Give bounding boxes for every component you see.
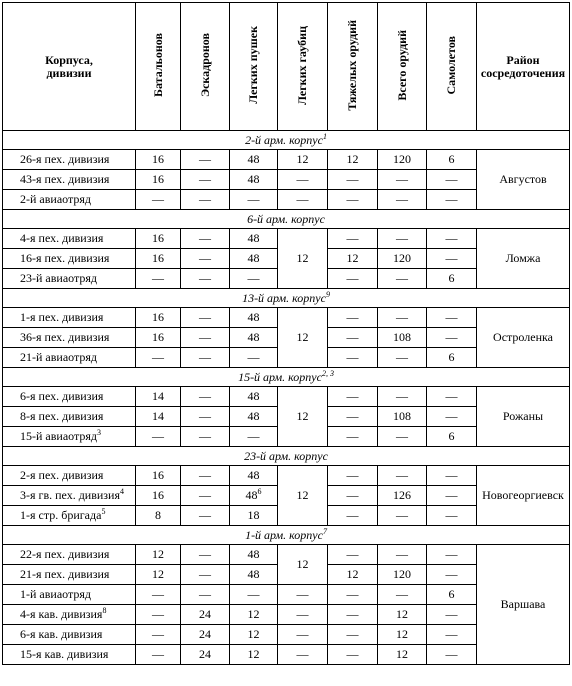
cell-heavy-guns: —	[328, 269, 378, 289]
cell-total-guns: 120	[378, 150, 427, 170]
table-row	[3, 387, 570, 407]
cell-light-guns: 48	[230, 407, 278, 427]
cell-light-guns: 12	[230, 605, 278, 625]
cell-aircraft: —	[427, 565, 477, 585]
cell-squadrons: —	[181, 249, 230, 269]
table-row	[3, 308, 570, 328]
cell-heavy-guns: —	[328, 190, 378, 210]
cell-total-guns: 12	[378, 645, 427, 665]
cell-battalions: 16	[136, 170, 181, 190]
footnote-ref: 5	[101, 507, 106, 516]
cell-total-guns: 108	[378, 407, 427, 427]
cell-aircraft: —	[427, 605, 477, 625]
cell-light-howitzers: 12	[278, 466, 328, 526]
cell-aircraft: —	[427, 625, 477, 645]
cell-aircraft: —	[427, 506, 477, 526]
cell-squadrons: —	[181, 190, 230, 210]
corps-row	[3, 289, 570, 308]
cell-aircraft: 6	[427, 150, 477, 170]
corps-title: 1-й арм. корпус$^7$	[3, 526, 570, 545]
cell-battalions: 8	[136, 506, 181, 526]
cell-squadrons: 24	[181, 645, 230, 665]
cell-heavy-guns: —	[328, 506, 378, 526]
footnote-ref: 6	[257, 487, 262, 496]
cell-light-howitzers: 12	[278, 308, 328, 368]
cell-squadrons: —	[181, 387, 230, 407]
cell-battalions: —	[136, 427, 181, 447]
cell-aircraft: —	[427, 387, 477, 407]
cell-squadrons: —	[181, 585, 230, 605]
footnote-ref: 9	[325, 289, 330, 299]
cell-battalions: 14	[136, 387, 181, 407]
cell-battalions: —	[136, 585, 181, 605]
unit-name: 6-я кав. дивизия	[3, 625, 136, 645]
corps-row	[3, 447, 570, 466]
cell-battalions: 12	[136, 545, 181, 565]
cell-total-guns: —	[378, 269, 427, 289]
cell-light-guns: 48	[230, 150, 278, 170]
cell-heavy-guns: —	[328, 585, 378, 605]
unit-name: 8-я пех. дивизия	[3, 407, 136, 427]
cell-light-guns: 18	[230, 506, 278, 526]
header-heavy-guns: Тяжелых орудий	[328, 3, 378, 131]
concentration-area: Ломжа	[477, 229, 570, 289]
cell-light-howitzers: —	[278, 190, 328, 210]
header-light-guns: Легких пушек	[230, 3, 278, 131]
cell-aircraft: —	[427, 466, 477, 486]
header-squadrons: Эскадронов	[181, 3, 230, 131]
cell-light-howitzers: —	[278, 625, 328, 645]
unit-name: 6-я пех. дивизия	[3, 387, 136, 407]
cell-light-guns: 48	[230, 229, 278, 249]
corps-row	[3, 210, 570, 229]
cell-squadrons: —	[181, 407, 230, 427]
cell-aircraft: —	[427, 249, 477, 269]
unit-name: 3-я гв. пех. дивизия$^4$	[3, 486, 136, 506]
cell-squadrons: —	[181, 506, 230, 526]
cell-battalions: 14	[136, 407, 181, 427]
cell-heavy-guns: 12	[328, 565, 378, 585]
unit-name: 43-я пех. дивизия	[3, 170, 136, 190]
cell-heavy-guns: —	[328, 486, 378, 506]
header-total-guns: Всего орудий	[378, 3, 427, 131]
cell-light-guns: 48	[230, 565, 278, 585]
cell-squadrons: —	[181, 545, 230, 565]
cell-total-guns: 12	[378, 605, 427, 625]
unit-name: 23-й авиаотряд	[3, 269, 136, 289]
cell-heavy-guns: —	[328, 348, 378, 368]
cell-aircraft: —	[427, 545, 477, 565]
cell-heavy-guns: —	[328, 229, 378, 249]
cell-light-guns: —	[230, 348, 278, 368]
cell-light-howitzers: 12	[278, 150, 328, 170]
unit-name: 1-й авиаотряд	[3, 585, 136, 605]
concentration-area: Августов	[477, 150, 570, 210]
cell-light-guns: 12	[230, 645, 278, 665]
cell-total-guns: —	[378, 545, 427, 565]
cell-heavy-guns: —	[328, 170, 378, 190]
concentration-area: Рожаны	[477, 387, 570, 447]
cell-heavy-guns: —	[328, 625, 378, 645]
cell-battalions: 16	[136, 486, 181, 506]
footnote-ref: 4	[120, 487, 124, 496]
cell-heavy-guns: —	[328, 605, 378, 625]
cell-battalions: 16	[136, 229, 181, 249]
cell-heavy-guns: —	[328, 328, 378, 348]
cell-heavy-guns: —	[328, 308, 378, 328]
table-row	[3, 229, 570, 249]
cell-battalions: —	[136, 348, 181, 368]
cell-heavy-guns: —	[328, 427, 378, 447]
cell-squadrons: —	[181, 170, 230, 190]
cell-total-guns: —	[378, 506, 427, 526]
cell-squadrons: —	[181, 308, 230, 328]
table-row	[3, 466, 570, 486]
cell-total-guns: —	[378, 585, 427, 605]
unit-name: 26-я пех. дивизия	[3, 150, 136, 170]
corps-row	[3, 526, 570, 545]
unit-name: 2-й авиаотряд	[3, 190, 136, 210]
cell-light-guns: 48	[230, 545, 278, 565]
table-body	[3, 131, 570, 665]
corps-title: 23-й арм. корпус	[3, 447, 570, 466]
cell-total-guns: —	[378, 190, 427, 210]
cell-total-guns: —	[378, 387, 427, 407]
cell-heavy-guns: —	[328, 466, 378, 486]
cell-squadrons: 24	[181, 605, 230, 625]
cell-battalions: —	[136, 605, 181, 625]
cell-aircraft: 6	[427, 427, 477, 447]
unit-name: 1-я пех. дивизия	[3, 308, 136, 328]
unit-name: 22-я пех. дивизия	[3, 545, 136, 565]
cell-aircraft: —	[427, 486, 477, 506]
header-battalions: Батальонов	[136, 3, 181, 131]
cell-aircraft: —	[427, 645, 477, 665]
unit-name: 4-я кав. дивизия$^8$	[3, 605, 136, 625]
footnote-ref: 7	[322, 526, 327, 536]
cell-battalions: —	[136, 625, 181, 645]
cell-total-guns: —	[378, 308, 427, 328]
unit-name: 1-я стр. бригада$^5$	[3, 506, 136, 526]
cell-total-guns: 120	[378, 249, 427, 269]
cell-battalions: 16	[136, 249, 181, 269]
unit-name: 4-я пех. дивизия	[3, 229, 136, 249]
unit-name: 21-я пех. дивизия	[3, 565, 136, 585]
cell-total-guns: 12	[378, 625, 427, 645]
cell-battalions: 16	[136, 328, 181, 348]
cell-battalions: —	[136, 645, 181, 665]
cell-squadrons: 24	[181, 625, 230, 645]
forces-table	[2, 2, 570, 665]
cell-aircraft: —	[427, 229, 477, 249]
concentration-area: Остроленка	[477, 308, 570, 368]
corps-title: 13-й арм. корпус$^9$	[3, 289, 570, 308]
cell-total-guns: 108	[378, 328, 427, 348]
cell-light-guns: —	[230, 190, 278, 210]
cell-light-guns: 48	[230, 249, 278, 269]
table-row	[3, 150, 570, 170]
header-light-howitzers: Легких гаубиц	[278, 3, 328, 131]
unit-name: 2-я пех. дивизия	[3, 466, 136, 486]
unit-name: 15-я кав. дивизия	[3, 645, 136, 665]
footnote-ref: 1	[322, 131, 327, 141]
table-row	[3, 545, 570, 565]
cell-total-guns: —	[378, 170, 427, 190]
cell-total-guns: 120	[378, 565, 427, 585]
cell-light-howitzers: —	[278, 585, 328, 605]
cell-light-guns: 48	[230, 387, 278, 407]
cell-squadrons: —	[181, 229, 230, 249]
cell-battalions: 12	[136, 565, 181, 585]
corps-row	[3, 368, 570, 387]
concentration-area: Новогеоргиевск	[477, 466, 570, 526]
cell-light-guns: 48	[230, 328, 278, 348]
cell-light-howitzers: 12	[278, 229, 328, 289]
footnote-ref: 2, 3	[321, 368, 334, 378]
cell-light-guns: —	[230, 269, 278, 289]
concentration-area: Варшава	[477, 545, 570, 665]
cell-squadrons: —	[181, 565, 230, 585]
corps-title: 2-й арм. корпус$^1$	[3, 131, 570, 150]
corps-row	[3, 131, 570, 150]
cell-total-guns: 126	[378, 486, 427, 506]
cell-light-guns: 48	[230, 308, 278, 328]
cell-heavy-guns: —	[328, 387, 378, 407]
footnote-ref: 3	[97, 428, 102, 437]
cell-squadrons: —	[181, 486, 230, 506]
cell-battalions: 16	[136, 150, 181, 170]
cell-light-guns: —	[230, 427, 278, 447]
unit-name: 36-я пех. дивизия	[3, 328, 136, 348]
cell-squadrons: —	[181, 328, 230, 348]
footnote-ref: 8	[102, 606, 107, 615]
header-row	[3, 3, 570, 131]
corps-title: 6-й арм. корпус	[3, 210, 570, 229]
cell-squadrons: —	[181, 348, 230, 368]
unit-name: 15-й авиаотряд$^3$	[3, 427, 136, 447]
cell-light-guns: —	[230, 585, 278, 605]
cell-aircraft: —	[427, 190, 477, 210]
cell-total-guns: —	[378, 229, 427, 249]
cell-light-howitzers: —	[278, 645, 328, 665]
cell-light-guns: $48^6$	[230, 486, 278, 506]
cell-total-guns: —	[378, 427, 427, 447]
cell-aircraft: —	[427, 328, 477, 348]
cell-heavy-guns: 12	[328, 249, 378, 269]
header-aircraft: Самолетов	[427, 3, 477, 131]
cell-battalions: 16	[136, 466, 181, 486]
cell-squadrons: —	[181, 466, 230, 486]
cell-aircraft: —	[427, 170, 477, 190]
cell-battalions: 16	[136, 308, 181, 328]
cell-squadrons: —	[181, 150, 230, 170]
header-corps: Корпуса, дивизии	[3, 3, 136, 131]
cell-light-guns: 12	[230, 625, 278, 645]
cell-light-guns: 48	[230, 170, 278, 190]
cell-heavy-guns: 12	[328, 150, 378, 170]
cell-heavy-guns: —	[328, 645, 378, 665]
corps-title: 15-й арм. корпус$^{2, 3}$	[3, 368, 570, 387]
header-area: Район сосредоточения	[477, 3, 570, 131]
cell-heavy-guns: —	[328, 407, 378, 427]
cell-squadrons: —	[181, 269, 230, 289]
cell-heavy-guns: —	[328, 545, 378, 565]
cell-light-howitzers: 12	[278, 545, 328, 585]
cell-light-howitzers: 12	[278, 387, 328, 447]
unit-name: 21-й авиаотряд	[3, 348, 136, 368]
cell-squadrons: —	[181, 427, 230, 447]
cell-total-guns: —	[378, 348, 427, 368]
cell-aircraft: 6	[427, 269, 477, 289]
cell-aircraft: —	[427, 407, 477, 427]
cell-light-howitzers: —	[278, 605, 328, 625]
unit-name: 16-я пех. дивизия	[3, 249, 136, 269]
cell-aircraft: 6	[427, 585, 477, 605]
cell-light-howitzers: —	[278, 170, 328, 190]
cell-aircraft: 6	[427, 348, 477, 368]
cell-aircraft: —	[427, 308, 477, 328]
cell-battalions: —	[136, 190, 181, 210]
cell-total-guns: —	[378, 466, 427, 486]
cell-light-guns: 48	[230, 466, 278, 486]
cell-battalions: —	[136, 269, 181, 289]
